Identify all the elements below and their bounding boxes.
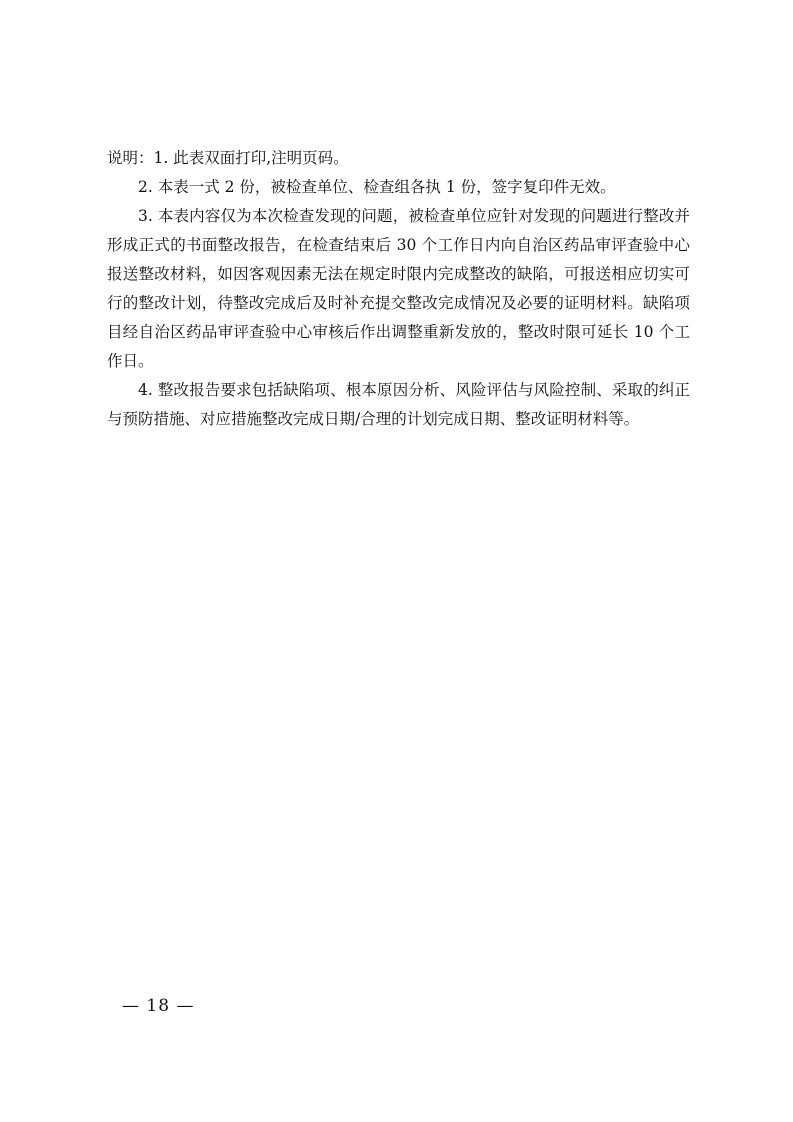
note-item-3: 3. 本表内容仅为本次检查发现的问题，被检查单位应针对发现的问题进行整改并形成正式的书面整改报告，在检查结束后 30 个工作日内向自治区药品审评查验中心报送整改材料，如因客观因素无法在规定时限内完成整改的缺陷，可报送相应切实可行的整改计划，待整改完成后及时补充提交整改完成情况及必要的证明材料。缺陷项目经自治区药品审评查验中心审核后作出调整重新发放的，整改时限可延长 10 个工作日。 [107, 207, 690, 370]
note-item-4: 4. 整改报告要求包括缺陷项、根本原因分析、风险评估与风险控制、采取的纠正与预防措施、对应措施整改完成日期/合理的计划完成日期、整改证明材料等。 [107, 381, 690, 428]
notes-section [107, 144, 690, 434]
page-number: — 18 — [122, 996, 195, 1016]
notes-intro: 说明：1. 此表双面打印,注明页码。 [107, 149, 349, 167]
note-item-2: 2. 本表一式 2 份，被检查单位、检查组各执 1 份，签字复印件无效。 [138, 178, 616, 196]
